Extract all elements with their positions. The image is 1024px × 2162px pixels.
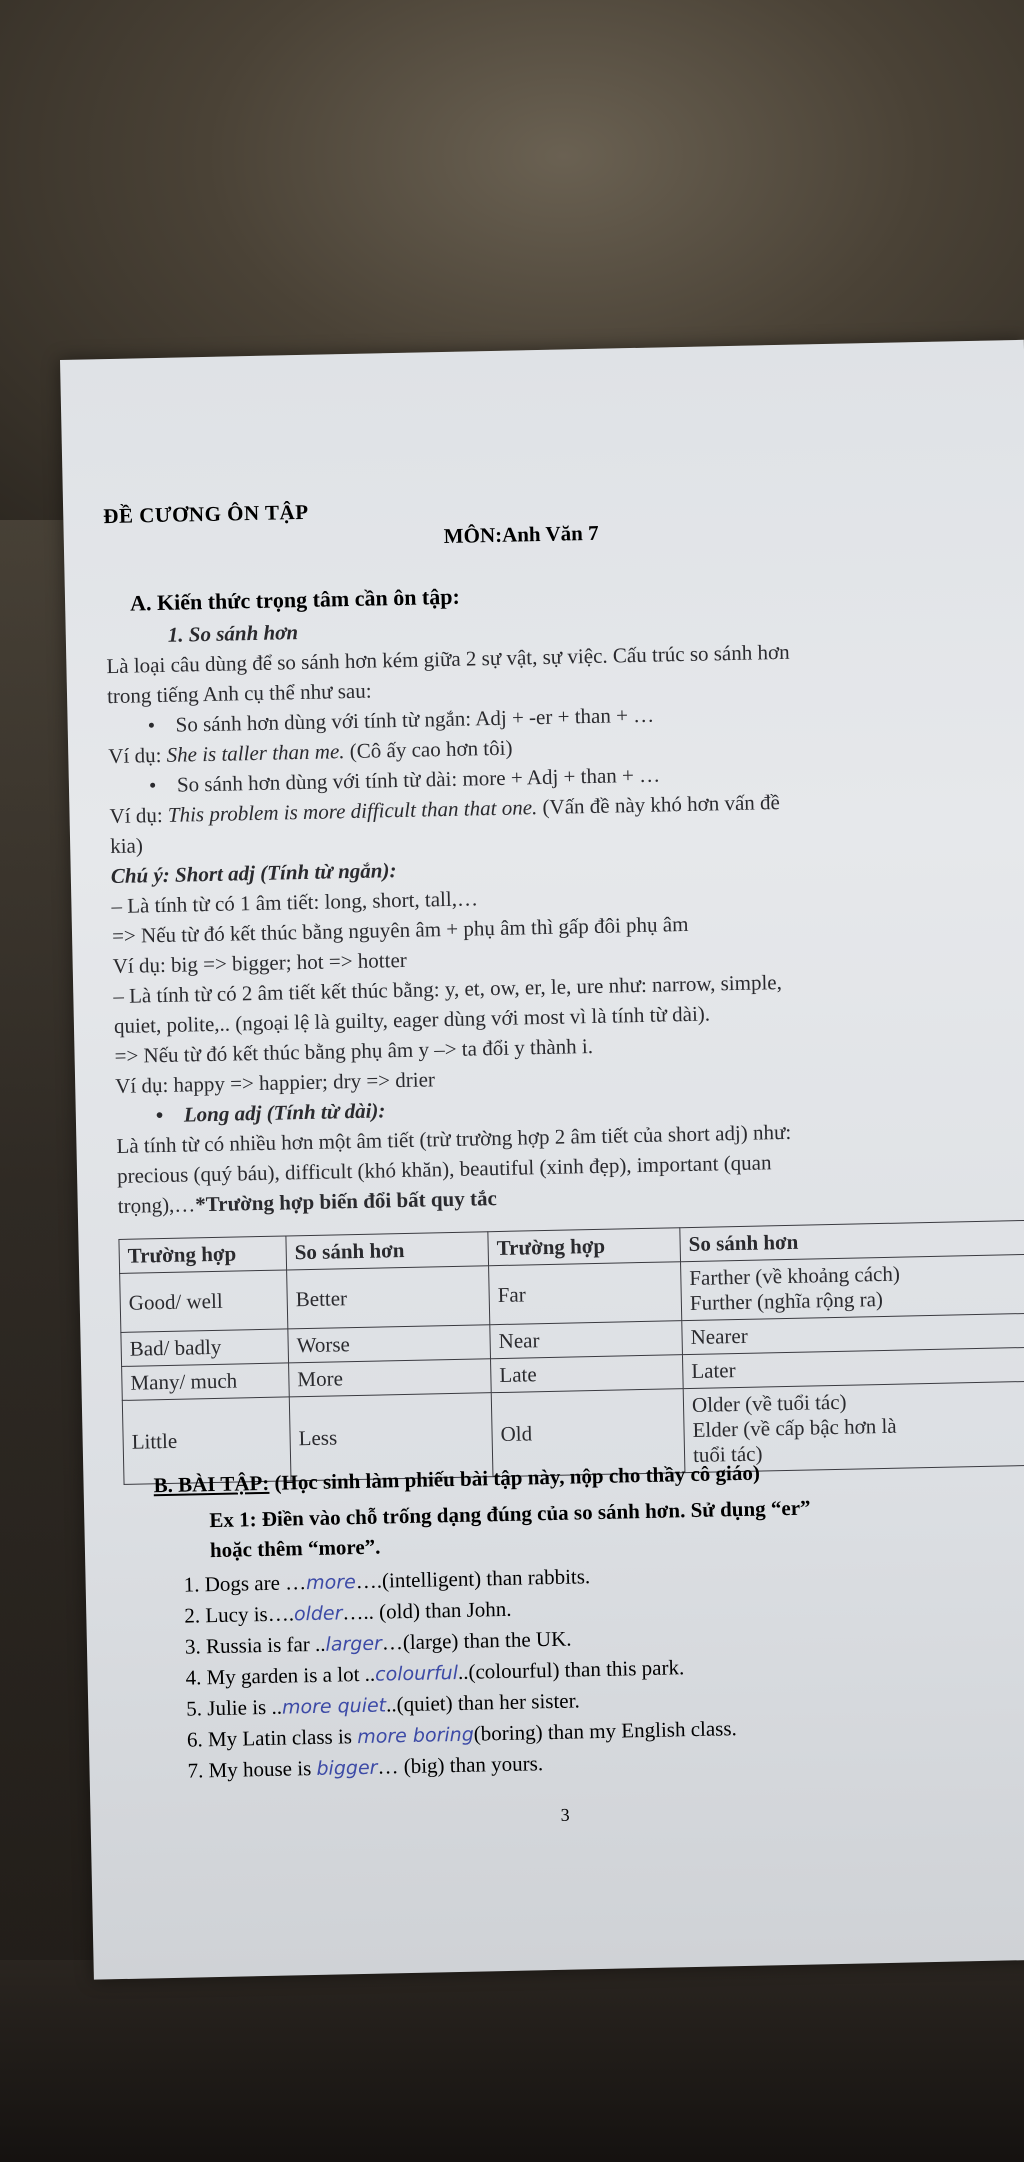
- table-cell: [681, 1254, 1024, 1320]
- item-number: 5.: [186, 1696, 203, 1721]
- section-b-label: B. BÀI TẬP:: [153, 1470, 270, 1498]
- exercise-title-line: hoặc thêm “more”.: [209, 1534, 381, 1563]
- item-number: 3.: [184, 1634, 201, 1659]
- subsection-title: 1. So sánh hơn: [167, 620, 299, 647]
- table-cell: Many/ much: [122, 1363, 290, 1400]
- item-prefix: My garden is a lot ..: [206, 1661, 376, 1690]
- paragraph-line: Là tính từ có nhiều hơn một âm tiết (trừ trường hợp 2 âm tiết của short adj) như:: [116, 1119, 792, 1158]
- irregular-comparatives-table: [118, 1220, 1024, 1485]
- subject-label: MÔN:Anh Văn 7: [443, 520, 599, 548]
- bullet-icon: [149, 773, 177, 798]
- bullet-text: So sánh hơn dùng với tính từ dài: more + Adj + than + …: [176, 762, 661, 797]
- note-line: – Là tính từ có 2 âm tiết kết thúc bằng: y, et, ow, er, le, ure như: narrow, simple,: [113, 970, 783, 1009]
- paragraph-line: Là loại câu dùng để so sánh hơn kém giữa 2 sự vật, sự việc. Cấu trúc so sánh hơn: [106, 639, 790, 679]
- paragraph-line: trong tiếng Anh cụ thể như sau:: [106, 678, 372, 709]
- handwritten-answer[interactable]: larger: [325, 1632, 383, 1656]
- handwritten-answer[interactable]: more: [305, 1571, 357, 1595]
- table-header-cell: So sánh hơn: [680, 1220, 1024, 1261]
- table-cell: Far: [489, 1262, 682, 1325]
- note-title: Chú ý: Short adj (Tính từ ngắn):: [110, 858, 397, 889]
- bullet-icon: [147, 713, 175, 738]
- note-line: => Nếu từ đó kết thúc bằng nguyên âm + phụ âm thì gấp đôi phụ âm: [111, 911, 689, 949]
- note-line: Ví dụ: happy => happier; dry => drier: [114, 1067, 436, 1099]
- item-number: 2.: [184, 1603, 201, 1628]
- table-cell: Nearer: [682, 1313, 1024, 1354]
- note-line: – Là tính từ có 1 âm tiết: long, short, tall,…: [111, 886, 479, 919]
- item-suffix: …(large) than the UK.: [381, 1626, 572, 1655]
- cell-line: Older (về tuổi tác): [691, 1389, 847, 1417]
- item-number: 1.: [183, 1572, 200, 1597]
- table-header-cell: So sánh hơn: [286, 1232, 489, 1270]
- bullet-icon: [156, 1103, 184, 1128]
- example-translation: (Cô ấy cao hơn tôi): [344, 735, 513, 764]
- handwritten-answer[interactable]: more boring: [357, 1723, 474, 1749]
- paragraph-line: precious (quý báu), difficult (khó khăn), beautiful (xinh đẹp), important (quan: [116, 1150, 772, 1188]
- item-number: 4.: [185, 1665, 202, 1690]
- long-adj-heading: Long adj (Tính từ dài):: [183, 1098, 386, 1127]
- document-title: ĐỀ CƯƠNG ÔN TẬP: [103, 499, 309, 529]
- section-a-title: A. Kiến thức trọng tâm cần ôn tập:: [129, 583, 461, 616]
- handwritten-answer[interactable]: more quiet: [281, 1694, 387, 1719]
- item-prefix: Dogs are …: [204, 1570, 307, 1597]
- note-line: Ví dụ: big => bigger; hot => hotter: [112, 947, 407, 979]
- item-suffix: ….. (old) than John.: [342, 1596, 512, 1625]
- section-a-body: [105, 602, 1017, 1221]
- item-number: 6.: [186, 1727, 203, 1752]
- table-cell: More: [289, 1359, 492, 1397]
- section-b-instruction: (Học sinh làm phiếu bài tập này, nộp cho thầy cô giáo): [269, 1460, 761, 1495]
- item-suffix: … (big) than yours.: [377, 1751, 544, 1779]
- handwritten-answer[interactable]: bigger: [316, 1756, 378, 1780]
- note-line: => Nếu từ đó kết thúc bằng phụ âm y –> ta đổi y thành i.: [114, 1033, 594, 1069]
- paragraph-text: trọng),…: [117, 1192, 196, 1218]
- item-prefix: My house is: [208, 1755, 317, 1783]
- example-sentence: She is taller than me.: [166, 739, 345, 767]
- exercise-list: [183, 1558, 737, 1786]
- table-cell: Near: [490, 1321, 683, 1359]
- document-page: [60, 340, 1024, 1980]
- table-header-cell: Trường hợp: [119, 1236, 287, 1273]
- cell-line: Elder (về cấp bậc hơn là: [692, 1413, 897, 1442]
- table-cell: Better: [287, 1266, 490, 1329]
- example-label: Ví dụ:: [108, 742, 167, 769]
- exercise-title-line: Ex 1: Điền vào chỗ trống dạng đúng của so sánh hơn. Sử dụng “er”: [209, 1495, 811, 1533]
- paragraph-line: kia): [109, 833, 144, 859]
- item-suffix: ..(quiet) than her sister.: [385, 1688, 580, 1717]
- table-cell: Less: [289, 1393, 493, 1481]
- item-prefix: My Latin class is: [207, 1724, 358, 1752]
- item-prefix: Russia is far ..: [205, 1631, 326, 1659]
- background-floor: [0, 1960, 1024, 2162]
- handwritten-answer[interactable]: older: [293, 1602, 343, 1626]
- item-suffix: (boring) than my English class.: [473, 1716, 737, 1746]
- table-cell: Later: [682, 1347, 1024, 1388]
- table-cell: Little: [122, 1397, 291, 1484]
- table-cell: Old: [491, 1389, 685, 1477]
- item-number: 7.: [187, 1758, 204, 1783]
- item-prefix: Julie is ..: [207, 1694, 283, 1721]
- cell-line: Farther (về khoảng cách): [689, 1261, 901, 1291]
- bullet-text: So sánh hơn dùng với tính từ ngắn: Adj + -er + than + …: [175, 702, 655, 737]
- cell-line: Further (nghĩa rộng ra): [689, 1286, 884, 1316]
- item-prefix: Lucy is….: [205, 1601, 295, 1628]
- table-cell: Good/ well: [120, 1270, 288, 1332]
- example-sentence: This problem is more difficult than that one.: [167, 795, 538, 827]
- table-cell: Bad/ badly: [121, 1329, 289, 1366]
- page-number: 3: [560, 1804, 570, 1825]
- item-suffix: ..(colourful) than this park.: [457, 1655, 685, 1684]
- table-cell: Worse: [288, 1325, 491, 1363]
- example-label: Ví dụ:: [109, 802, 169, 829]
- table-cell: Late: [491, 1355, 684, 1393]
- exercise-title: [209, 1488, 1024, 1565]
- item-suffix: ….(intelligent) than rabbits.: [355, 1564, 591, 1594]
- note-line: quiet, polite,.. (ngoại lệ là guilty, eager dùng với most vì là tính từ dài).: [113, 1001, 711, 1039]
- irregular-heading: *Trường hợp biến đổi bất quy tắc: [195, 1186, 498, 1217]
- table-header-cell: Trường hợp: [488, 1228, 681, 1266]
- cell-line: tuổi tác): [692, 1441, 763, 1467]
- handwritten-answer[interactable]: colourful: [374, 1661, 459, 1686]
- example-translation: (Vấn đề này khó hơn vấn đề: [537, 790, 781, 820]
